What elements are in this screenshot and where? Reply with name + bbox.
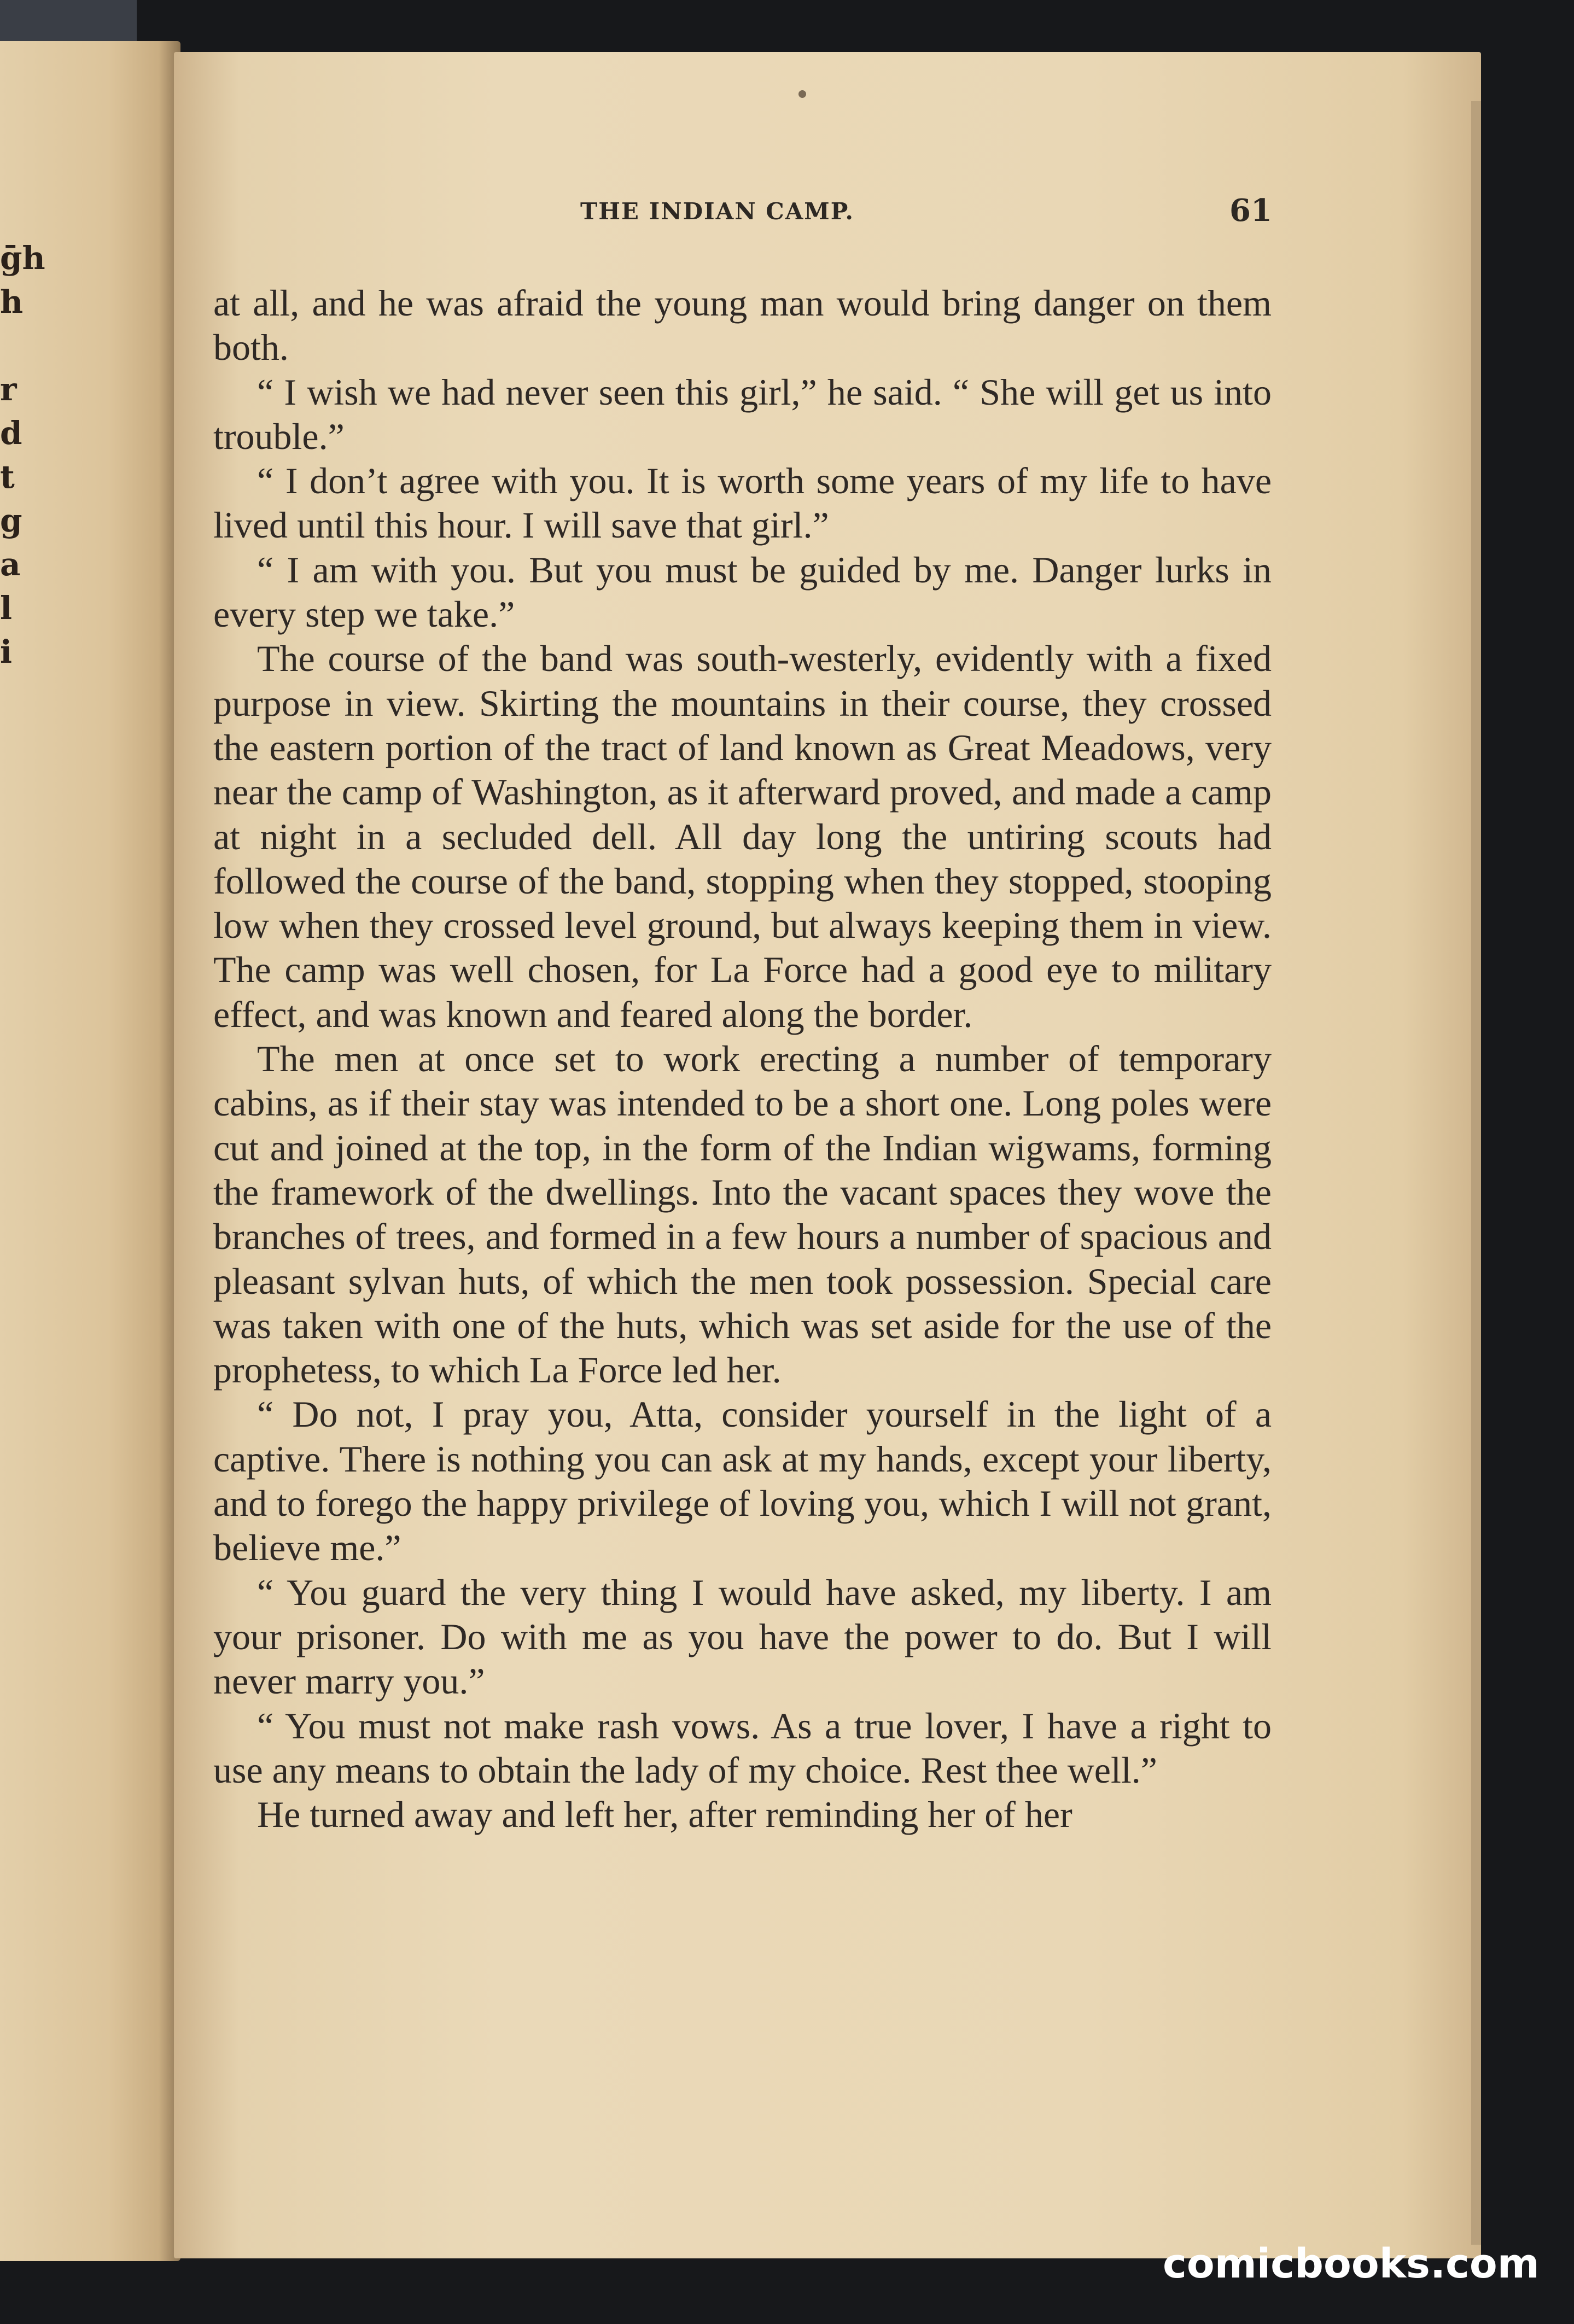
paragraph: at all, and he was afraid the young man would bring danger on them both. bbox=[213, 282, 1272, 369]
paragraph: “ I don’t agree with you. It is worth some years of my life to have lived until this hour. I will save that girl.” bbox=[213, 460, 1272, 546]
page-body bbox=[213, 281, 1272, 1837]
left-fragment: r bbox=[0, 371, 17, 408]
paragraph: The course of the band was south-westerly, evidently with a fixed purpose in view. Skirting the mountains in their course, they crossed the eastern portion of the tract of land known as Great Meadows, very near the camp of Washington, as it afterward proved, and made a camp at night in a secluded dell. All day long the untiring scouts had followed the course of the band, stopping when they stopped, stooping low when they crossed level ground, but always keeping them in view. The camp was well chosen, for La Force had a good eye to military effect, and was known and feared along the border. bbox=[213, 638, 1272, 1035]
paragraph: The men at once set to work erecting a number of temporary cabins, as if their stay was intended to be a short one. Long poles were cut and joined at the top, in the form of the Indian wigwams, forming the framework of the dwellings. Into the vacant spaces they wove the branches of trees, and formed in a few hours a number of spacious and pleasant sylvan huts, of which the men took possession. Special care was taken with one of the huts, which was set aside for the use of the prophetess, to which La Force led her. bbox=[213, 1038, 1272, 1391]
left-fragment: g bbox=[0, 502, 22, 539]
paragraph: “ I wish we had never seen this girl,” he said. “ She will get us into trouble.” bbox=[213, 371, 1272, 457]
left-fragment: d bbox=[0, 414, 22, 452]
left-fragment: t bbox=[0, 458, 15, 495]
left-fragment: i bbox=[0, 633, 13, 670]
paragraph: “ You must not make rash vows. As a true lover, I have a right to use any means to obtain the lady of my choice. Rest thee well.” bbox=[213, 1704, 1272, 1791]
paragraph: “ I am with you. But you must be guided by me. Danger lurks in every step we take.” bbox=[213, 548, 1272, 635]
left-page bbox=[0, 41, 180, 2261]
running-head: THE INDIAN CAMP. bbox=[580, 198, 855, 225]
paragraph: “ Do not, I pray you, Atta, consider yourself in the light of a captive. There is nothing you can ask at my hands, except your liberty, and to forego the happy privilege of loving you, which I will not grant, believe me.” bbox=[213, 1393, 1272, 1569]
page-edge bbox=[1471, 101, 1481, 2245]
paragraph: He turned away and left her, after reminding her of her bbox=[257, 1794, 1072, 1836]
left-fragment: a bbox=[0, 546, 21, 583]
page-mark bbox=[798, 90, 806, 98]
paragraph: “ You guard the very thing I would have asked, my liberty. I am your prisoner. Do with me as you have the power to do. But I will never marry you.” bbox=[213, 1571, 1272, 1702]
watermark: comicbooks.com bbox=[1163, 2240, 1540, 2287]
page-number: 61 bbox=[1229, 192, 1272, 229]
left-fragment: ḡh bbox=[0, 240, 45, 277]
left-fragment: l bbox=[0, 589, 13, 627]
left-fragment: h bbox=[0, 283, 24, 320]
